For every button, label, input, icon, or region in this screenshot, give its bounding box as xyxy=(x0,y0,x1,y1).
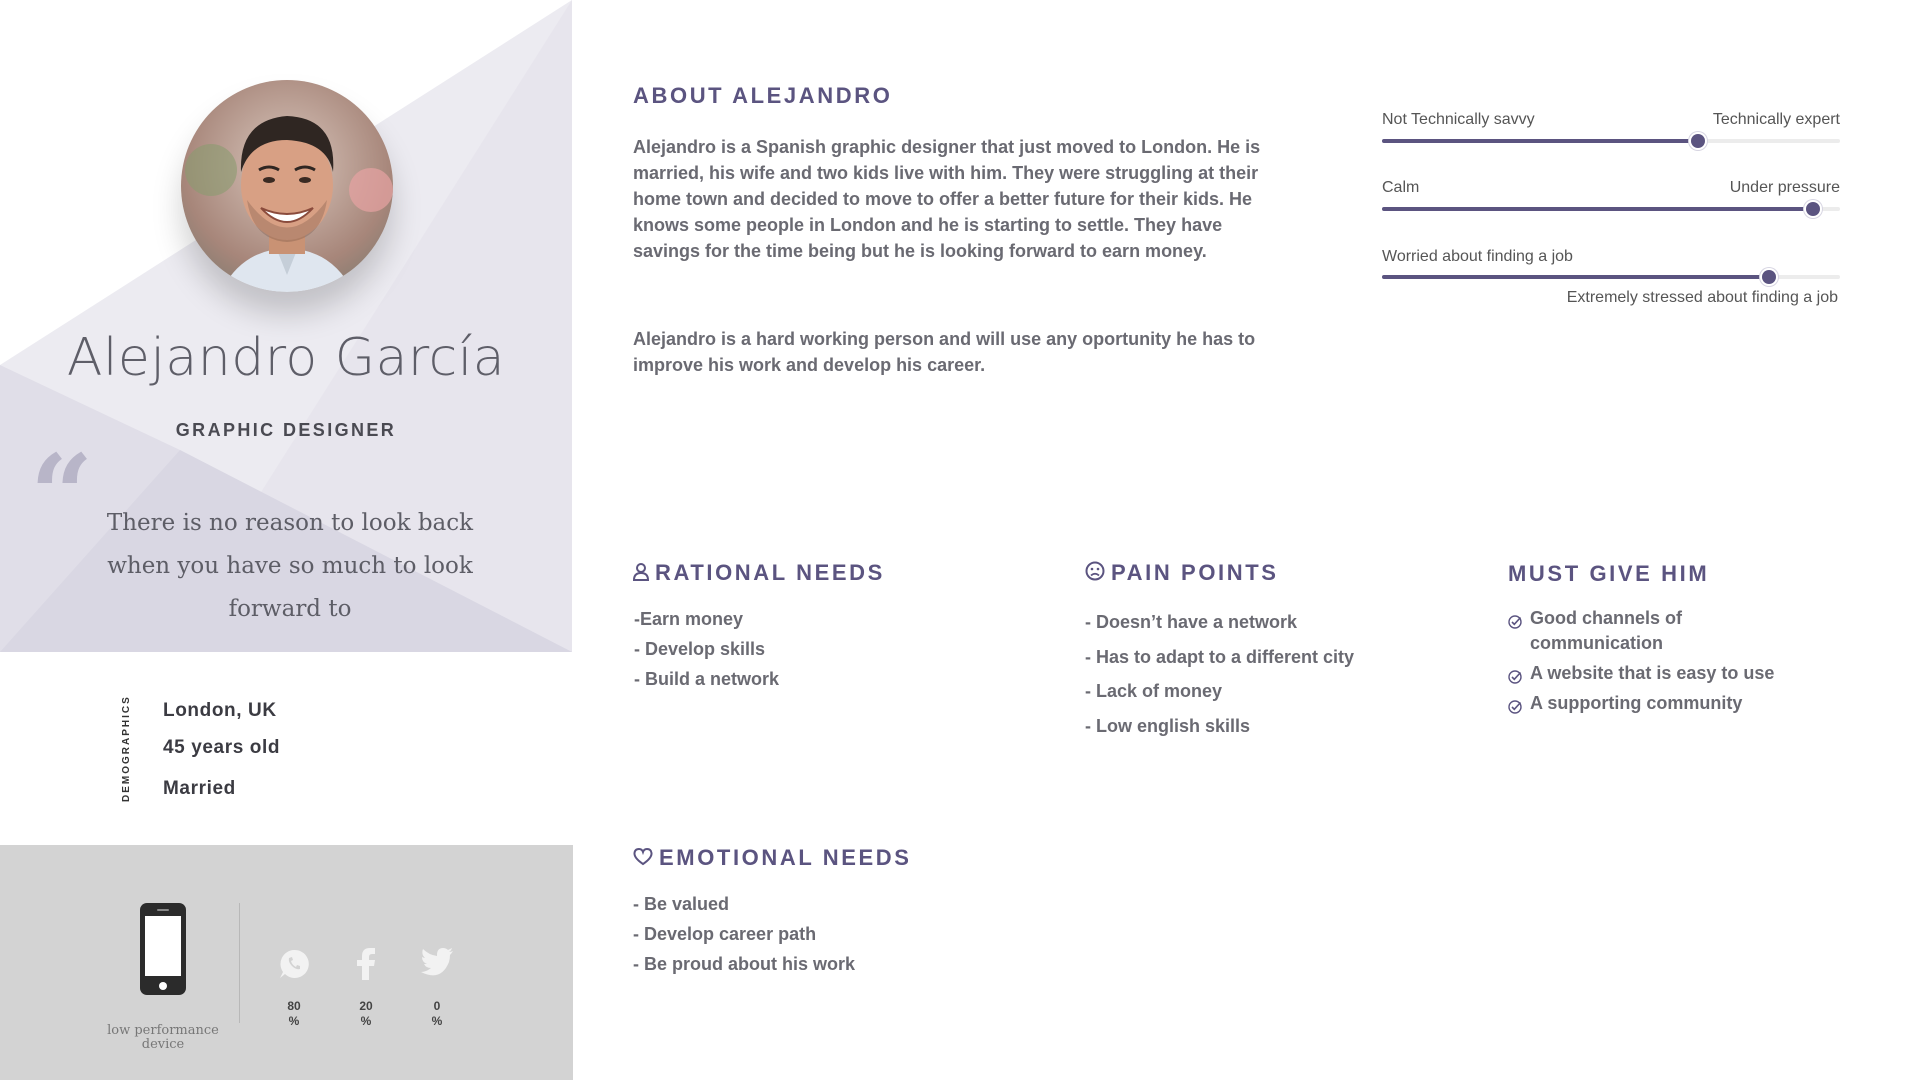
trait-1-slider-knob[interactable] xyxy=(1691,134,1705,148)
list-item: - Build a network xyxy=(634,669,780,689)
trait-1-slider-fill xyxy=(1382,139,1698,143)
trait-1-right-label: Technically expert xyxy=(1712,111,1840,128)
persona-quote: There is no reason to look back when you have so much to look forward to xyxy=(106,510,474,622)
demographics-label: DEMOGRAPHICS xyxy=(121,695,132,802)
device-label: low performance device xyxy=(107,1023,219,1052)
rational-needs-title xyxy=(633,560,885,587)
check-icon xyxy=(1508,696,1522,710)
list-item: - Low english skills xyxy=(1085,715,1251,736)
list-item: - Develop career path xyxy=(633,924,817,944)
about-paragraph-1: Alejandro is a Spanish graphic designer that just moved to London. He is married, his wife and two kids live with him. They were struggling at their home town and decided to move to offer a better future for their kids. He knows some people in London and he is starting to settle. They have savings for the time being but he is looking forward to earn money. xyxy=(633,137,1261,261)
whatsapp-usage: 80 % xyxy=(287,999,301,1028)
must-give-list xyxy=(1508,606,1828,716)
check-icon xyxy=(1508,666,1522,680)
heart-icon xyxy=(633,846,653,872)
list-item-text: A supporting community xyxy=(1530,693,1743,713)
check-icon xyxy=(1508,611,1522,625)
portrait-photo xyxy=(181,80,393,292)
persona-name: Alejandro García xyxy=(66,328,506,388)
trait-1-slider[interactable] xyxy=(1382,139,1840,143)
list-item: -Earn money xyxy=(634,609,744,629)
list-item: - Be valued xyxy=(633,894,730,914)
rational-needs-list xyxy=(634,604,779,694)
trait-1-left-label: Not Technically savvy xyxy=(1382,111,1535,128)
emotional-needs-title xyxy=(633,845,912,872)
whatsapp-icon xyxy=(278,948,310,985)
avatar xyxy=(181,80,393,292)
list-item xyxy=(1508,606,1828,656)
trait-2-left-label: Calm xyxy=(1382,179,1420,196)
facebook-usage: 20 % xyxy=(359,999,373,1028)
demographics-status: Married xyxy=(163,778,236,799)
trait-2-slider-knob[interactable] xyxy=(1806,202,1820,216)
trait-2-slider-fill xyxy=(1382,207,1813,211)
twitter-icon xyxy=(421,948,453,981)
rational-needs-label: RATIONAL NEEDS xyxy=(655,560,885,585)
smartphone-icon xyxy=(140,903,186,1000)
sad-face-icon xyxy=(1085,561,1105,587)
pain-points-list xyxy=(1085,605,1354,743)
trait-3-slider[interactable] xyxy=(1382,275,1840,279)
trait-3-slider-knob[interactable] xyxy=(1762,270,1776,284)
person-icon xyxy=(633,561,649,587)
pain-points-title xyxy=(1085,560,1279,587)
twitter-usage: 0 % xyxy=(431,999,443,1028)
facebook-icon xyxy=(356,948,376,985)
list-item: - Has to adapt to a different city xyxy=(1085,646,1355,667)
demographics-age: 45 years old xyxy=(163,737,281,758)
list-item-text: A website that is easy to use xyxy=(1530,663,1775,683)
must-give-title: MUST GIVE HIM xyxy=(1508,561,1710,586)
trait-3-left-label: Worried about finding a job xyxy=(1382,248,1573,265)
trait-3-slider-fill xyxy=(1382,275,1769,279)
trait-3-right-label: Extremely stressed about finding a job xyxy=(1566,289,1838,306)
persona-role: GRAPHIC DESIGNER xyxy=(175,420,397,440)
about-paragraph-2: Alejandro is a hard working person and will use any oportunity he has to improve his work and develop his career. xyxy=(633,329,1256,375)
list-item xyxy=(1508,661,1828,686)
list-item: - Be proud about his work xyxy=(633,954,856,974)
trait-2-slider[interactable] xyxy=(1382,207,1840,211)
list-item: - Lack of money xyxy=(1085,681,1223,701)
pain-points-label: PAIN POINTS xyxy=(1111,560,1279,585)
quote-mark-icon: “ xyxy=(30,430,94,559)
list-item-text: Good channels of communication xyxy=(1530,608,1683,653)
demographics-location: London, UK xyxy=(163,700,277,721)
list-item: - Develop skills xyxy=(634,639,766,659)
devices-divider xyxy=(239,903,240,1023)
emotional-needs-label: EMOTIONAL NEEDS xyxy=(659,845,912,870)
emotional-needs-list xyxy=(633,889,855,979)
list-item xyxy=(1508,691,1828,716)
trait-2-right-label: Under pressure xyxy=(1729,179,1840,196)
list-item: - Doesn’t have a network xyxy=(1085,612,1298,632)
about-title: ABOUT ALEJANDRO xyxy=(633,83,893,108)
